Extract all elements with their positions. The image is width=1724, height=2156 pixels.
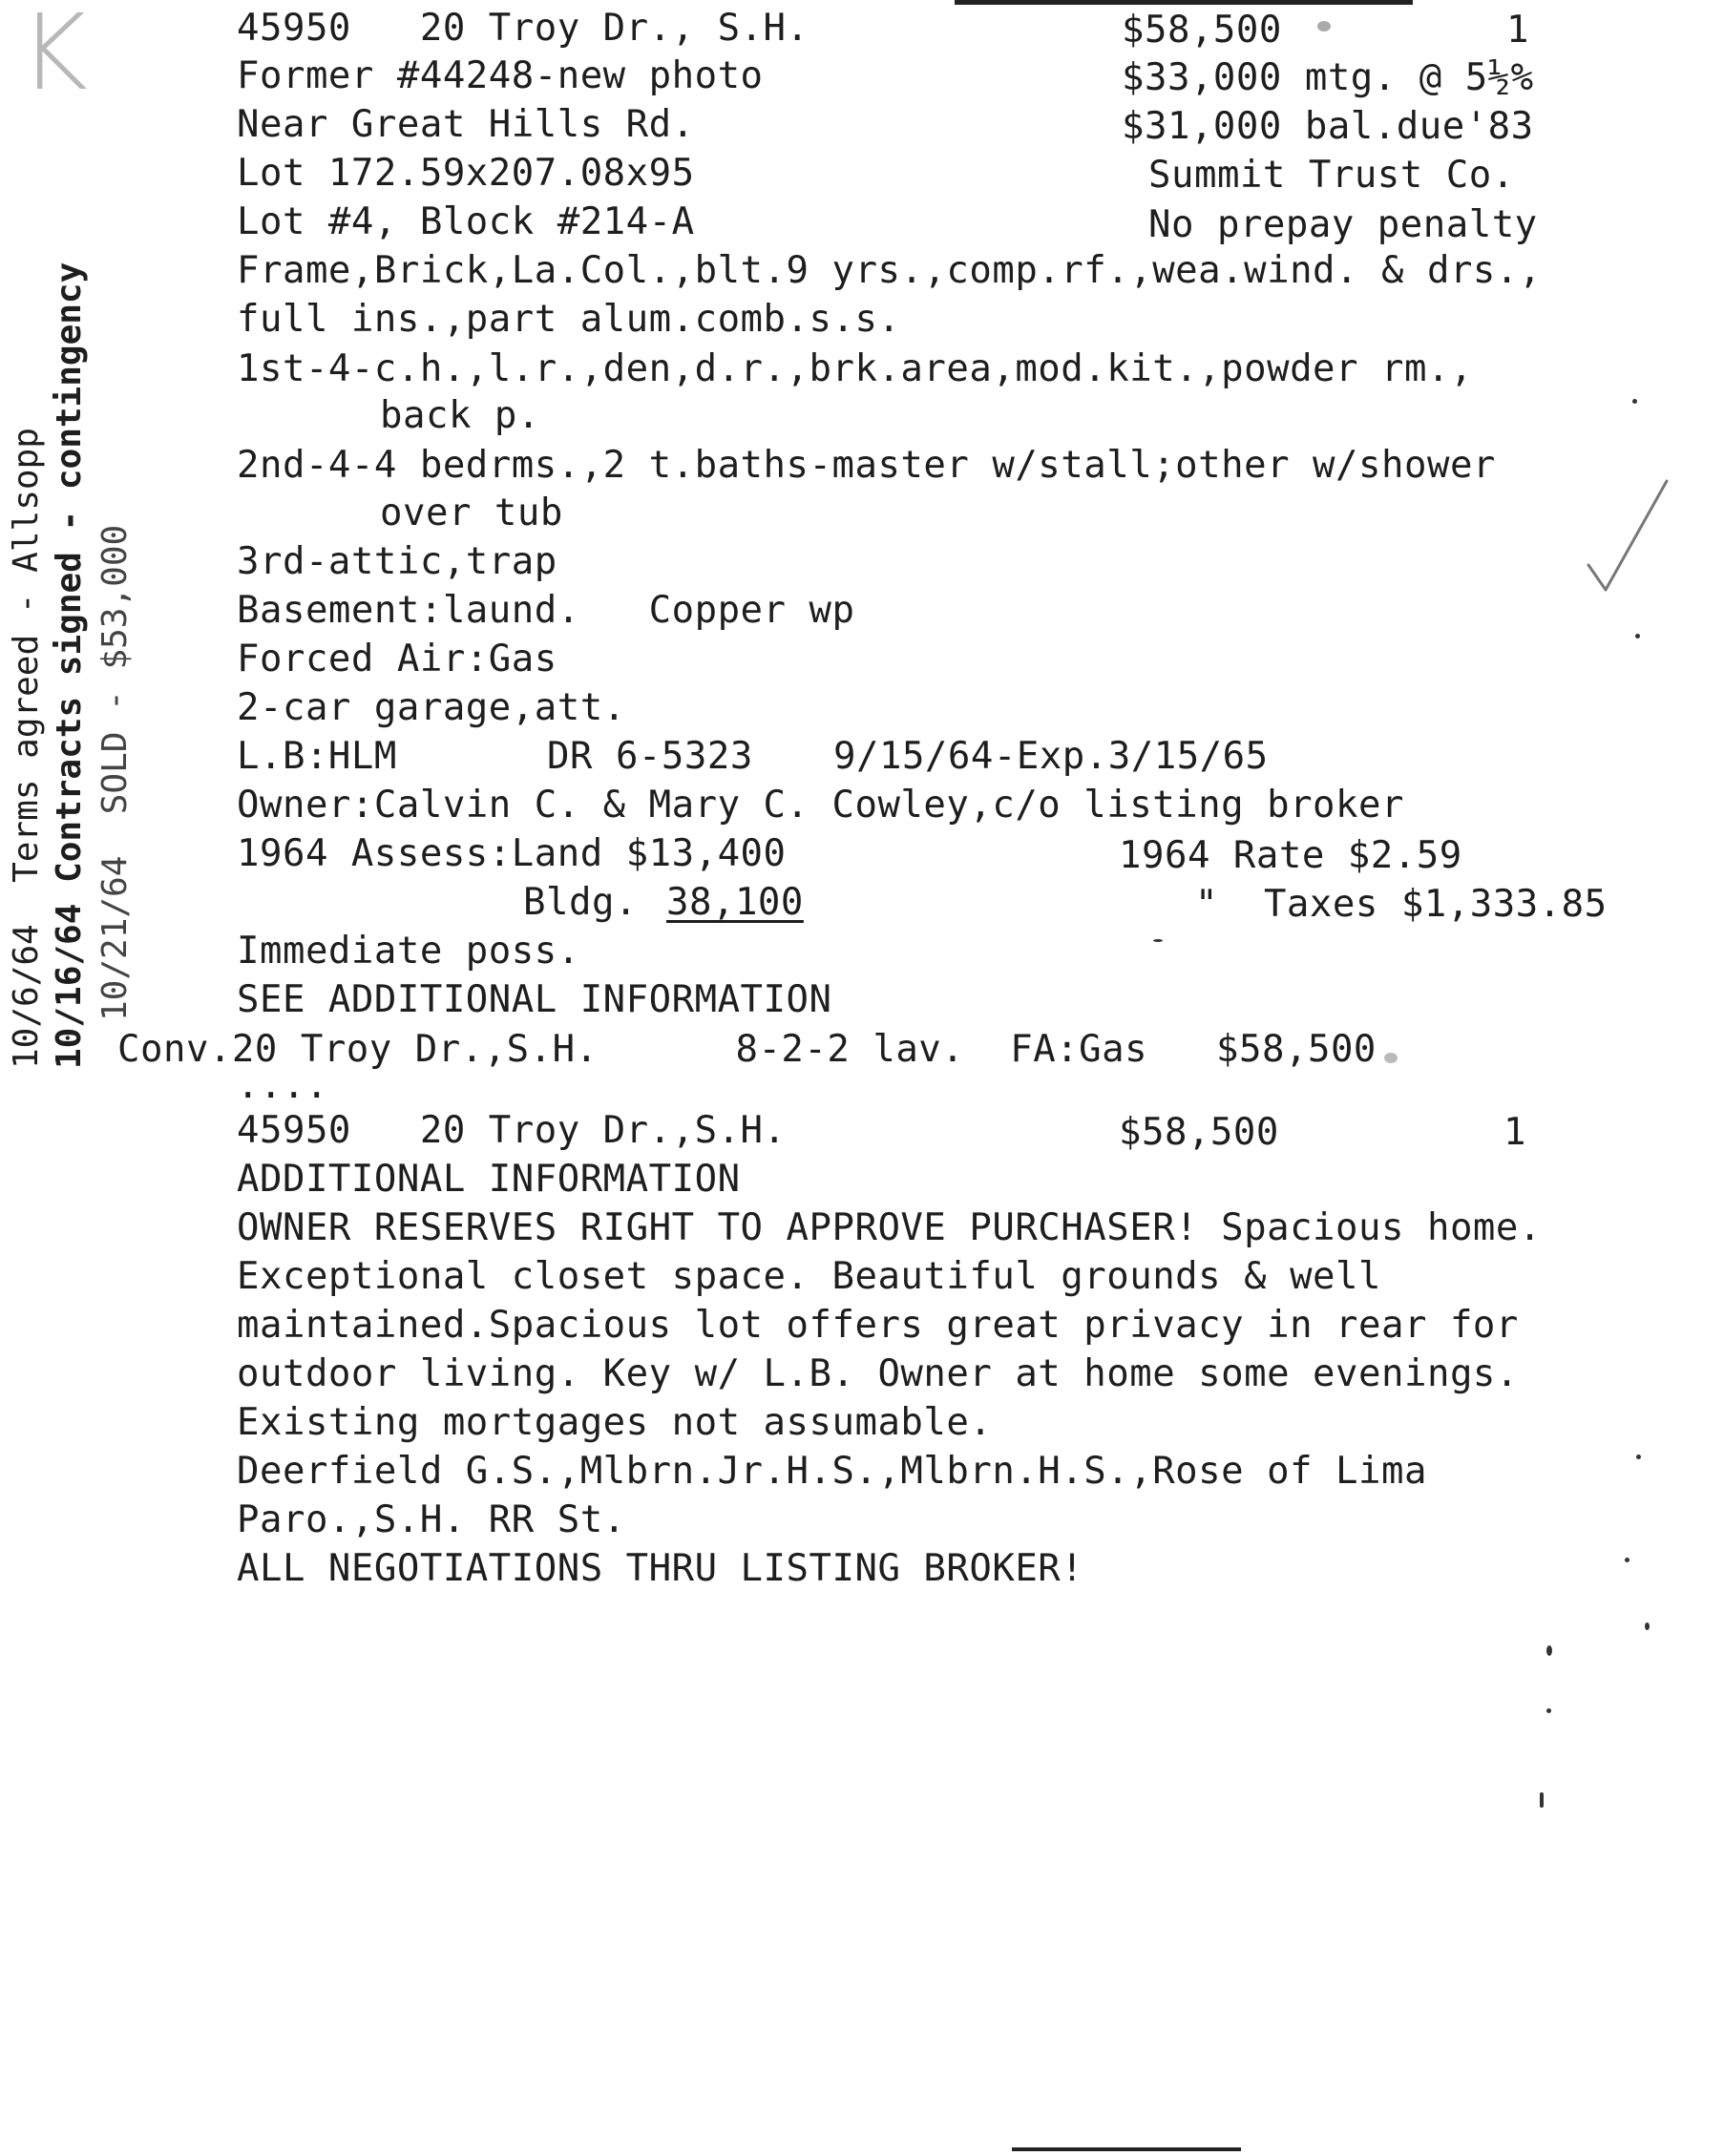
- lot-size: Lot 172.59x207.08x95: [237, 152, 695, 195]
- speck: [1317, 21, 1331, 31]
- speck: [1546, 1708, 1551, 1713]
- broker-phone: DR 6-5323: [547, 735, 753, 778]
- owner: Owner:Calvin C. & Mary C. Cowley,c/o listing broker: [237, 784, 1404, 827]
- first-floor: 1st-4-c.h.,l.r.,den,d.r.,brk.area,mod.kit.,powder rm.,: [237, 347, 1473, 390]
- separator-dots: ....: [237, 1064, 328, 1107]
- speck: [1546, 1645, 1552, 1656]
- mortgage-info: $33,000 mtg. @ 5½%: [1122, 56, 1534, 99]
- assessment-land: 1964 Assess:Land $13,400: [237, 832, 787, 875]
- additional-info-line-2: Exceptional closet space. Beautiful grounds & well: [237, 1255, 1381, 1298]
- speck: [1540, 1792, 1544, 1808]
- former-listing: Former #44248-new photo: [237, 54, 764, 97]
- margin-note-contracts: 10/16/64 Contracts signed - contingency: [50, 262, 89, 1069]
- page-number: 1: [1506, 9, 1529, 52]
- speck: [1632, 399, 1637, 404]
- construction-line-2: full ins.,part alum.comb.s.s.: [237, 298, 901, 341]
- second-floor-cont: over tub: [380, 492, 563, 534]
- garage: 2-car garage,att.: [237, 686, 626, 729]
- bottom-edge-line: [1012, 2147, 1241, 2151]
- assessment-bldg-label: Bldg.: [523, 881, 638, 924]
- additional-info-line-4: outdoor living. Key w/ L.B. Owner at home some evenings.: [237, 1352, 1519, 1395]
- speck: [1645, 1622, 1650, 1630]
- additional-info-heading: ADDITIONAL INFORMATION: [237, 1158, 741, 1201]
- taxes: " Taxes $1,333.85: [1195, 883, 1608, 926]
- location-note: Near Great Hills Rd.: [237, 103, 695, 146]
- listing-price: $58,500: [1122, 9, 1282, 52]
- margin-note-sold: 10/21/64 SOLD - $53,000: [95, 524, 135, 1021]
- speck: [1636, 1455, 1641, 1459]
- margin-note-terms: 10/6/64 Terms agreed - Allsopp: [7, 428, 46, 1069]
- speck: [1625, 1558, 1629, 1562]
- page-number-2: 1: [1503, 1111, 1526, 1154]
- handwritten-k: K: [19, 0, 89, 114]
- top-edge-line: [955, 0, 1413, 5]
- third-floor: 3rd-attic,trap: [237, 540, 557, 583]
- listing-price-2: $58,500: [1119, 1111, 1279, 1154]
- schools-line-2: Paro.,S.H. RR St.: [237, 1498, 626, 1541]
- speck: [1384, 1053, 1398, 1063]
- see-additional: SEE ADDITIONAL INFORMATION: [237, 978, 832, 1021]
- tax-rate: 1964 Rate $2.59: [1119, 834, 1462, 877]
- additional-info-line-3: maintained.Spacious lot offers great privacy in rear for: [237, 1304, 1519, 1347]
- additional-info-line-5: Existing mortgages not assumable.: [237, 1401, 993, 1444]
- construction-line: Frame,Brick,La.Col.,blt.9 yrs.,comp.rf.,wea.wind. & drs.,: [237, 249, 1542, 292]
- checkmark-icon: [1585, 477, 1671, 601]
- speck: [1635, 634, 1640, 638]
- lender: Summit Trust Co.: [1148, 154, 1515, 197]
- possession: Immediate poss.: [237, 930, 580, 973]
- heating: Forced Air:Gas: [237, 638, 557, 680]
- listing-broker: L.B:HLM: [237, 735, 397, 778]
- basement: Basement:laund. Copper wp: [237, 589, 855, 632]
- negotiations-note: ALL NEGOTIATIONS THRU LISTING BROKER!: [237, 1547, 1084, 1590]
- prepay-note: No prepay penalty: [1148, 203, 1538, 246]
- listing-dates: 9/15/64-Exp.3/15/65: [833, 735, 1269, 778]
- second-floor: 2nd-4-4 bedrms.,2 t.baths-master w/stall;other w/shower: [237, 444, 1496, 487]
- speck: [1153, 939, 1163, 942]
- listing-header-2: 45950 20 Troy Dr.,S.H.: [237, 1109, 787, 1152]
- lot-block: Lot #4, Block #214-A: [237, 200, 695, 243]
- first-floor-cont: back p.: [380, 394, 540, 437]
- assessment-bldg-value: 38,100: [666, 881, 804, 924]
- listing-header: 45950 20 Troy Dr., S.H.: [237, 7, 809, 50]
- balance-due: $31,000 bal.due'83: [1122, 105, 1534, 148]
- additional-info-line-1: OWNER RESERVES RIGHT TO APPROVE PURCHASER! Spacious home.: [237, 1206, 1542, 1249]
- summary-line: Conv.20 Troy Dr.,S.H. 8-2-2 lav. FA:Gas $58,500: [117, 1028, 1377, 1071]
- schools-line: Deerfield G.S.,Mlbrn.Jr.H.S.,Mlbrn.H.S.,Rose of Lima: [237, 1450, 1427, 1493]
